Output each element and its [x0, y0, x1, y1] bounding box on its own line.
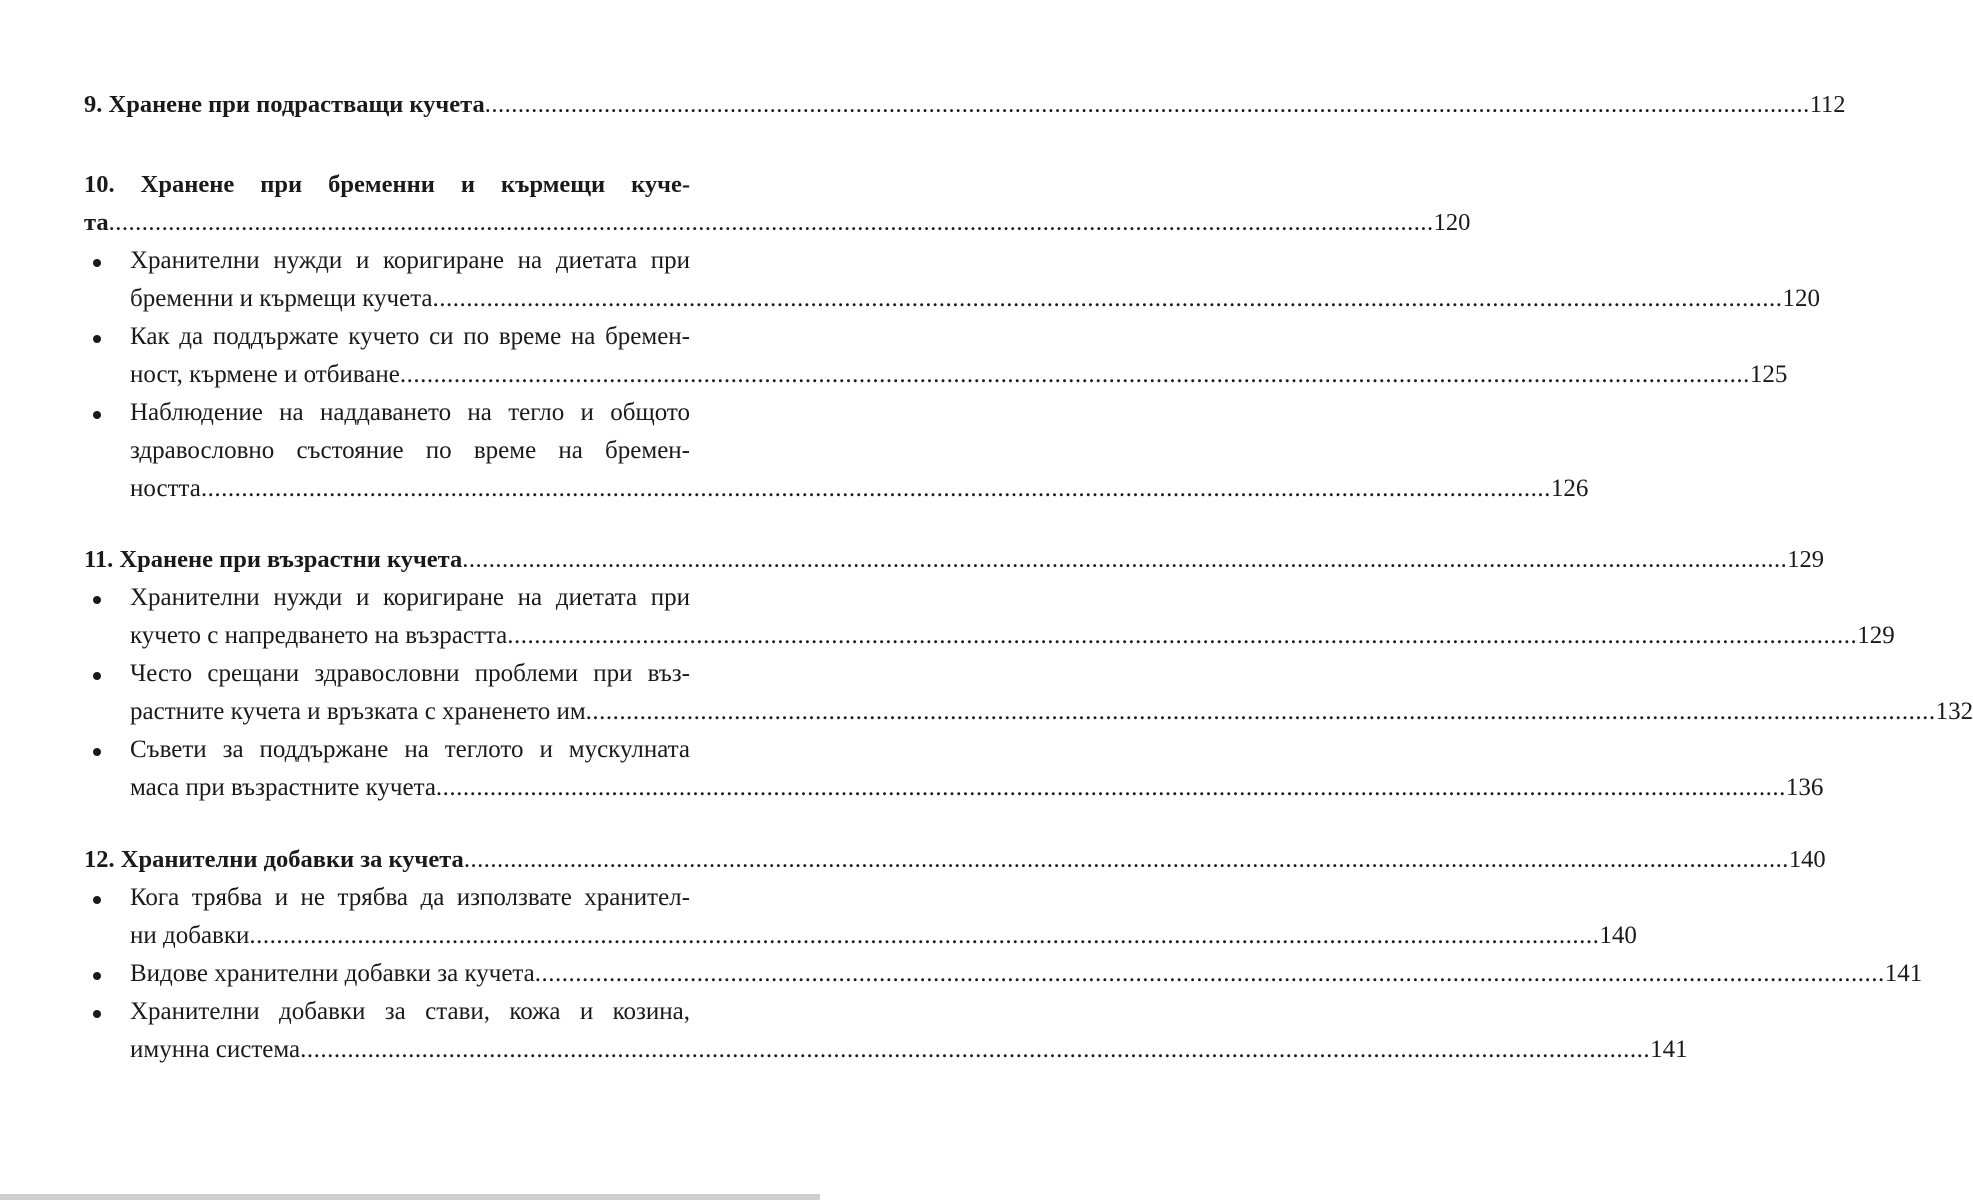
section-entry[interactable] [130, 617, 1895, 655]
dot-leader: ........................................................................................................................................................................................................ [462, 546, 1788, 573]
bullet-icon [93, 259, 101, 267]
dot-leader: ........................................................................................................................................................................................................ [399, 361, 1750, 388]
section-entry[interactable] [130, 356, 1788, 394]
section-entry: Хранителни нужди и коригиране на диетата при [130, 584, 690, 611]
dot-leader: ........................................................................................................................................................................................................ [200, 475, 1551, 502]
page-number: 136 [1785, 774, 1824, 801]
chapter-title: 10. Хранене при бременни и кърмещи куче- [84, 171, 690, 198]
chapter-title[interactable] [84, 841, 1826, 879]
dot-leader: ........................................................................................................................................................................................................ [435, 774, 1786, 801]
section-entry[interactable] [130, 1031, 1688, 1069]
entry-text: Видове хранителни добавки за кучета [130, 960, 535, 987]
page-number: 126 [1550, 475, 1589, 502]
dot-leader: ........................................................................................................................................................................................................ [585, 698, 1936, 725]
page-number: 112 [1809, 91, 1846, 118]
page-number: 140 [1599, 922, 1637, 949]
bullet-icon [93, 896, 101, 904]
page-number: 132 [1935, 698, 1973, 725]
bullet-icon [93, 748, 101, 756]
entry-text: та [84, 209, 109, 236]
entry-text: имунна система [130, 1036, 301, 1063]
bullet-icon [93, 1010, 101, 1018]
dot-leader: ........................................................................................................................................................................................................ [432, 285, 1783, 312]
dot-leader: ........................................................................................................................................................................................................ [507, 622, 1858, 649]
entry-text: маса при възрастните кучета [130, 774, 436, 801]
section-entry: здравословно състояние по време на бремен- [130, 437, 690, 464]
entry-text: бременни и кърмещи кучета [130, 285, 433, 312]
chapter-title[interactable] [84, 86, 1846, 124]
section-entry[interactable] [130, 470, 1589, 508]
entry-text: кучето с напредването на възрастта [130, 622, 508, 649]
page-number: 120 [1782, 285, 1821, 312]
chapter-title[interactable] [84, 541, 1824, 579]
section-entry[interactable] [130, 693, 1973, 731]
bullet-icon [93, 596, 101, 604]
entry-text: 9. Хранене при подрастващи кучета [84, 91, 485, 118]
entry-text: ност, кърмене и отбиване [130, 361, 400, 388]
section-entry: Съвети за поддържане на теглото и мускулната [130, 736, 690, 763]
section-entry: Хранителни добавки за стави, кожа и козина, [130, 998, 690, 1025]
page-number: 120 [1433, 209, 1471, 236]
entry-text: 12. Хранителни добавки за кучета [84, 846, 464, 873]
page-number: 129 [1787, 546, 1824, 573]
section-entry: Често срещани здравословни проблеми при въз- [130, 660, 690, 687]
entry-text: ни добавки [130, 922, 250, 949]
dot-leader: ........................................................................................................................................................................................................ [534, 960, 1885, 987]
section-entry: Наблюдение на наддаването на тегло и общото [130, 399, 690, 426]
chapter-title[interactable] [84, 204, 1471, 242]
entry-text: растните кучета и връзката с храненето им [130, 698, 586, 725]
dot-leader: ........................................................................................................................................................................................................ [463, 846, 1789, 873]
bullet-icon [93, 411, 101, 419]
section-entry: Как да поддържате кучето си по време на бремен- [130, 323, 690, 350]
page-number: 141 [1650, 1036, 1688, 1063]
bullet-icon [93, 972, 101, 980]
section-entry: Кога трябва и не трябва да използвате хранител- [130, 884, 690, 911]
section-entry[interactable] [130, 917, 1637, 955]
bullet-icon [93, 672, 101, 680]
page-number: 125 [1749, 361, 1788, 388]
page-bottom-edge [0, 1194, 820, 1200]
dot-leader: ........................................................................................................................................................................................................ [108, 209, 1434, 236]
section-entry[interactable] [130, 955, 1923, 993]
dot-leader: ........................................................................................................................................................................................................ [484, 91, 1810, 118]
page-number: 129 [1857, 622, 1895, 649]
section-entry[interactable] [130, 280, 1821, 318]
bullet-icon [93, 335, 101, 343]
dot-leader: ........................................................................................................................................................................................................ [300, 1036, 1651, 1063]
entry-text: 11. Хранене при възрастни кучета [84, 546, 463, 573]
page-number: 140 [1788, 846, 1826, 873]
section-entry[interactable] [130, 769, 1824, 807]
section-entry: Хранителни нужди и коригиране на диетата при [130, 247, 690, 274]
entry-text: ността [130, 475, 201, 502]
dot-leader: ........................................................................................................................................................................................................ [249, 922, 1600, 949]
page-number: 141 [1884, 960, 1923, 987]
